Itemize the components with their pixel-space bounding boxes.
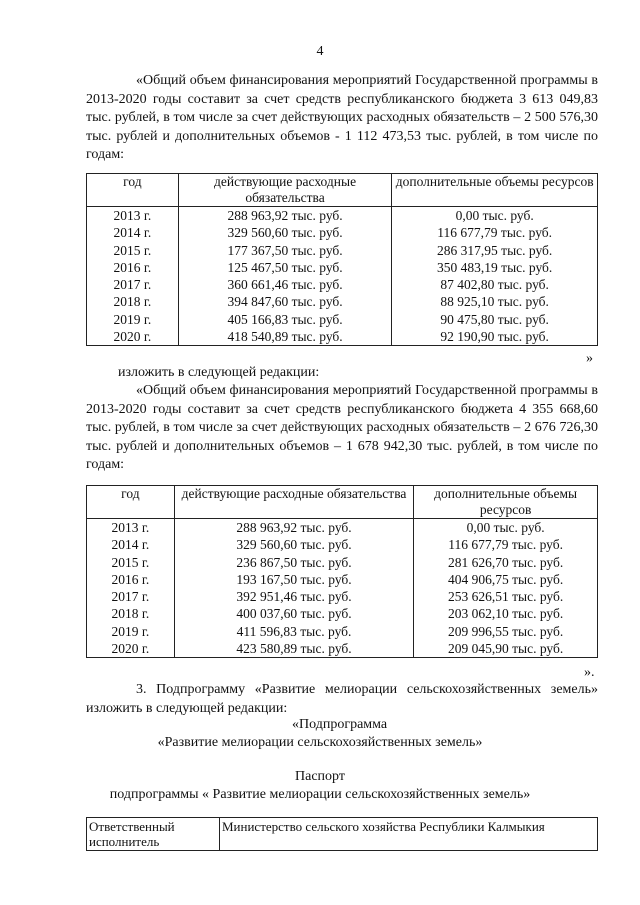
table-row: [87, 276, 598, 293]
cell-additional-resources: 116 677,79 тыс. руб.: [392, 224, 598, 241]
cell-additional-resources: 87 402,80 тыс. руб.: [392, 276, 598, 293]
cell-additional-resources: 286 317,95 тыс. руб.: [392, 242, 598, 259]
cell-year: 2015 г.: [87, 242, 179, 259]
paragraph-subprogram: 3. Подпрограмму «Развитие мелиорации сельскохозяйственных земель» изложить в следующей редакции:: [86, 682, 598, 716]
cell-additional-resources: 253 626,51 тыс. руб.: [414, 588, 598, 605]
instruction-line: изложить в следующей редакции:: [118, 365, 320, 380]
table-row: [87, 519, 598, 537]
cell-year: 2019 г.: [87, 623, 175, 640]
table-row: [87, 328, 598, 346]
table-header-row: [87, 174, 598, 207]
table-row: [87, 605, 598, 622]
cell-current-obligations: 329 560,60 тыс. руб.: [178, 224, 392, 241]
table-row: [87, 818, 598, 851]
header-year: год: [87, 486, 175, 519]
cell-year: 2017 г.: [87, 276, 179, 293]
table-row: [87, 207, 598, 225]
cell-additional-resources: 350 483,19 тыс. руб.: [392, 259, 598, 276]
cell-current-obligations: 411 596,83 тыс. руб.: [174, 623, 413, 640]
closing-quote: ».: [584, 665, 595, 680]
cell-year: 2018 г.: [87, 605, 175, 622]
table-row: [87, 588, 598, 605]
cell-current-obligations: 360 661,46 тыс. руб.: [178, 276, 392, 293]
funding-table-new: [86, 485, 598, 658]
cell-current-obligations: 288 963,92 тыс. руб.: [178, 207, 392, 225]
cell-current-obligations: 329 560,60 тыс. руб.: [174, 536, 413, 553]
subprogram-title: «Развитие мелиорации сельскохозяйственных земель»: [157, 735, 483, 750]
header-year: год: [87, 174, 179, 207]
cell-year: 2019 г.: [87, 311, 179, 328]
table-row: [87, 536, 598, 553]
header-current-obligations: действующие расходные обязательства: [174, 486, 413, 519]
paragraph-funding-new: «Общий объем финансирования мероприятий Государственной программы в 2013-2020 годы составит за счет средств республиканского бюджета 4 355 668,60 тыс. рублей, в том числе за счет действующих расходных обязательств – 2 676 726,30 тыс. рублей и дополнительных объемов – 1 678 942,30 тыс. рублей, в том числе по годам:: [86, 383, 598, 473]
cell-current-obligations: 288 963,92 тыс. руб.: [174, 519, 413, 537]
table-row: [87, 571, 598, 588]
page-number: 4: [316, 44, 324, 59]
cell-additional-resources: 0,00 тыс. руб.: [392, 207, 598, 225]
cell-year: 2016 г.: [87, 571, 175, 588]
cell-year: 2014 г.: [87, 224, 179, 241]
paragraph-funding-old: «Общий объем финансирования мероприятий Государственной программы в 2013-2020 годы составит за счет средств республиканского бюджета 3 613 049,83 тыс. рублей, в том числе за счет действующих расходных обязательств – 2 500 576,30 тыс. рублей и дополнительных объемов - 1 112 473,53 тыс. рублей, в том числе по годам:: [86, 73, 598, 163]
table-row: [87, 640, 598, 658]
cell-current-obligations: 418 540,89 тыс. руб.: [178, 328, 392, 346]
subprogram-label: «Подпрограмма: [292, 717, 388, 732]
cell-current-obligations: 423 580,89 тыс. руб.: [174, 640, 413, 658]
cell-current-obligations: 392 951,46 тыс. руб.: [174, 588, 413, 605]
cell-additional-resources: 203 062,10 тыс. руб.: [414, 605, 598, 622]
cell-year: 2020 г.: [87, 640, 175, 658]
cell-year: 2013 г.: [87, 519, 175, 537]
table-row: [87, 224, 598, 241]
cell-year: 2017 г.: [87, 588, 175, 605]
table-row: [87, 259, 598, 276]
table-row: [87, 293, 598, 310]
table-header-row: [87, 486, 598, 519]
cell-current-obligations: 177 367,50 тыс. руб.: [178, 242, 392, 259]
closing-quote: »: [586, 351, 593, 366]
cell-year: 2015 г.: [87, 554, 175, 571]
cell-additional-resources: 92 190,90 тыс. руб.: [392, 328, 598, 346]
cell-current-obligations: 125 467,50 тыс. руб.: [178, 259, 392, 276]
cell-year: 2020 г.: [87, 328, 179, 346]
cell-current-obligations: 193 167,50 тыс. руб.: [174, 571, 413, 588]
header-current-obligations: действующие расходные обязательства: [178, 174, 392, 207]
cell-additional-resources: 88 925,10 тыс. руб.: [392, 293, 598, 310]
table-row: [87, 242, 598, 259]
cell-current-obligations: 400 037,60 тыс. руб.: [174, 605, 413, 622]
cell-current-obligations: 394 847,60 тыс. руб.: [178, 293, 392, 310]
cell-year: 2013 г.: [87, 207, 179, 225]
passport-subtitle: подпрограммы « Развитие мелиорации сельскохозяйственных земель»: [109, 787, 531, 802]
table-row: [87, 554, 598, 571]
funding-table-old: [86, 173, 598, 346]
cell-additional-resources: 209 996,55 тыс. руб.: [414, 623, 598, 640]
header-additional-resources: дополнительные объемы ресурсов: [392, 174, 598, 207]
passport-row-label: Ответственный исполнитель: [87, 818, 220, 851]
cell-current-obligations: 236 867,50 тыс. руб.: [174, 554, 413, 571]
cell-year: 2016 г.: [87, 259, 179, 276]
passport-title: Паспорт: [295, 769, 345, 784]
cell-year: 2014 г.: [87, 536, 175, 553]
passport-row-value: Министерство сельского хозяйства Республики Калмыкия: [220, 818, 598, 851]
cell-additional-resources: 281 626,70 тыс. руб.: [414, 554, 598, 571]
header-additional-resources: дополнительные объемы ресурсов: [414, 486, 598, 519]
cell-current-obligations: 405 166,83 тыс. руб.: [178, 311, 392, 328]
cell-additional-resources: 209 045,90 тыс. руб.: [414, 640, 598, 658]
passport-table: [86, 817, 598, 851]
cell-additional-resources: 404 906,75 тыс. руб.: [414, 571, 598, 588]
cell-year: 2018 г.: [87, 293, 179, 310]
cell-additional-resources: 90 475,80 тыс. руб.: [392, 311, 598, 328]
cell-additional-resources: 0,00 тыс. руб.: [414, 519, 598, 537]
table-row: [87, 311, 598, 328]
cell-additional-resources: 116 677,79 тыс. руб.: [414, 536, 598, 553]
table-row: [87, 623, 598, 640]
